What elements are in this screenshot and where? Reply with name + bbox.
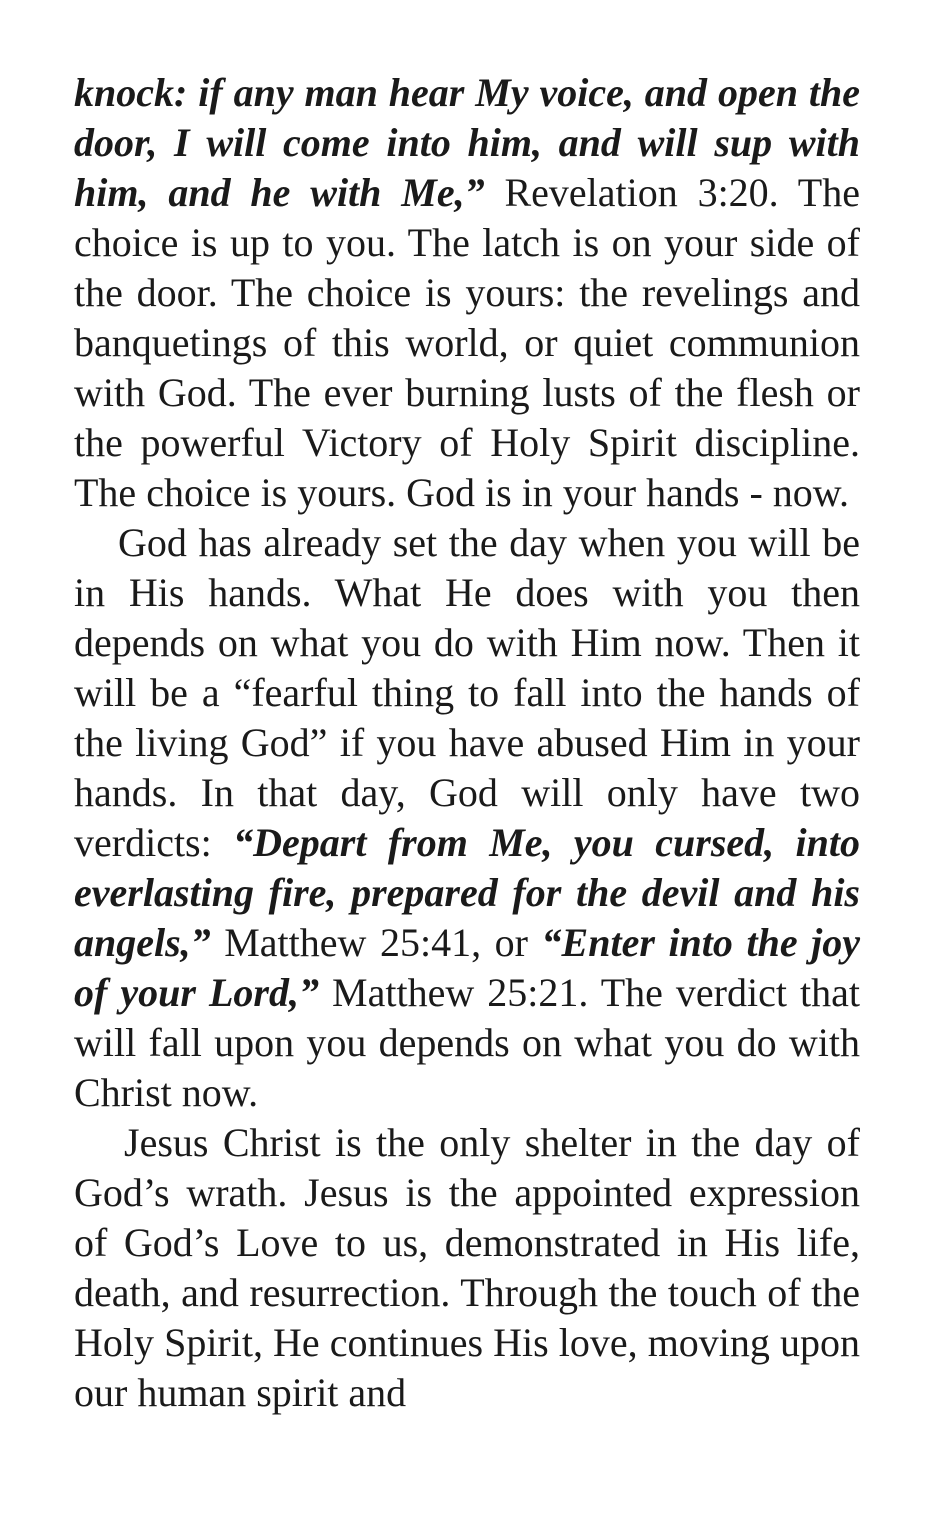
paragraph-text: Matthew 25:21. The verdict that will fall upon you depends on what you do with Christ now.	[74, 970, 860, 1115]
page-body	[74, 68, 860, 1418]
paragraph-2	[74, 518, 860, 1118]
scripture-quote-enter: “Enter into the joy of your Lord,”	[74, 920, 861, 1015]
paragraph-1	[74, 68, 860, 518]
paragraph-text: Revelation 3:20. The choice is up to you. The latch is on your side of the door. The choice is yours: the revelings and banquetings of this world, or quiet communion with God. The ever burning lusts of the flesh or the powerful Victory of Holy Spirit discipline. The choice is yours. God is in your hands - now.	[74, 170, 860, 515]
paragraph-text: Jesus Christ is the only shelter in the day of God’s wrath. Jesus is the appointed expression of God’s Love to us, demonstrated in His life, death, and resurrection. Through the touch of the Holy Spirit, He continues His love, moving upon our human spirit and	[74, 1120, 860, 1415]
scripture-quote-depart: “Depart from Me, you cursed, into everlasting fire, prepared for the devil and his angels,”	[74, 820, 861, 965]
paragraph-3	[74, 1118, 860, 1418]
paragraph-text: God has already set the day when you will be in His hands. What He does with you then depends on what you do with Him now. Then it will be a “fearful thing to fall into the hands of the living God” if you have abused Him in your hands. In that day, God will only have two verdicts:	[74, 520, 860, 865]
scripture-quote-revelation: knock: if any man hear My voice, and open the door, I will come into him, and will sup with him, and he with Me,”	[74, 70, 860, 215]
scripture-reference: Matthew 25:41, or	[210, 920, 542, 965]
